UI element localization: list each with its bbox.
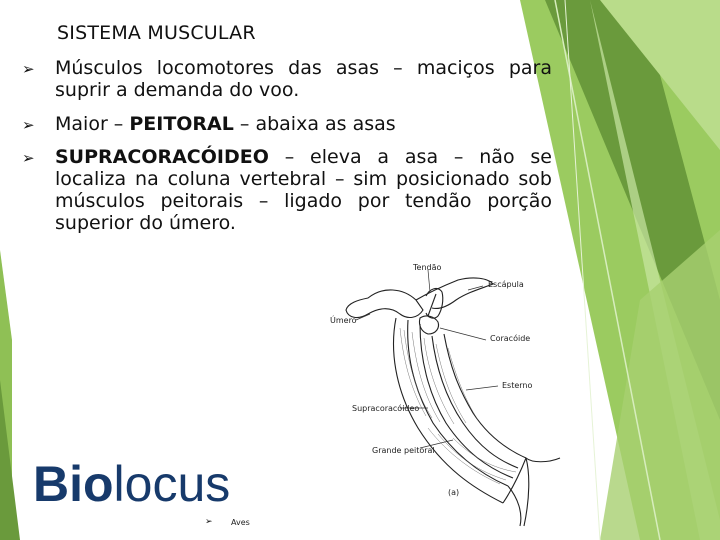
slide-title: SISTEMA MUSCULAR: [57, 22, 256, 44]
label-escapula: Escápula: [488, 280, 524, 289]
bullet-text-strong: PEITORAL: [129, 113, 234, 135]
bullet-text: Músculos locomotores das asas – maciços para suprir a demanda do voo.: [55, 57, 552, 101]
bullet-text-post: – abaixa as asas: [233, 113, 396, 135]
bullet-text-pre: Maior –: [55, 113, 130, 135]
arrow-bullet-icon: ➢: [22, 149, 35, 167]
label-esterno: Esterno: [502, 381, 533, 390]
footer-text: Aves: [231, 518, 250, 527]
muscle-anatomy-figure: [308, 258, 572, 528]
bullet-text-post: – eleva a asa – não se localiza na coluna vertebral – sim posicionado sob músculos peitorais – ligado por tendão porção superior do úmero.: [55, 146, 552, 234]
bullet-text-strong: SUPRACORACÓIDEO: [55, 146, 269, 168]
bullet-text: [55, 146, 552, 234]
biolocus-logo: [33, 456, 230, 512]
arrow-bullet-icon: ➢: [22, 116, 35, 134]
label-supracoracoideo: Supracoracóideo: [352, 404, 420, 413]
label-coracoide: Coracóide: [490, 334, 531, 343]
logo-part-bio: Bio: [33, 456, 114, 512]
logo-part-locus: locus: [113, 456, 231, 512]
arrow-bullet-icon: ➢: [22, 60, 35, 78]
arrow-bullet-icon: ➢: [205, 517, 213, 527]
muscle-anatomy-drawing: [308, 258, 572, 528]
label-umero: Úmero: [330, 316, 357, 325]
bullet-text: [55, 113, 552, 135]
label-tendao: Tendão: [413, 263, 442, 272]
label-panel: (a): [448, 488, 460, 497]
label-grande-peitoral: Grande peitoral: [372, 446, 435, 455]
